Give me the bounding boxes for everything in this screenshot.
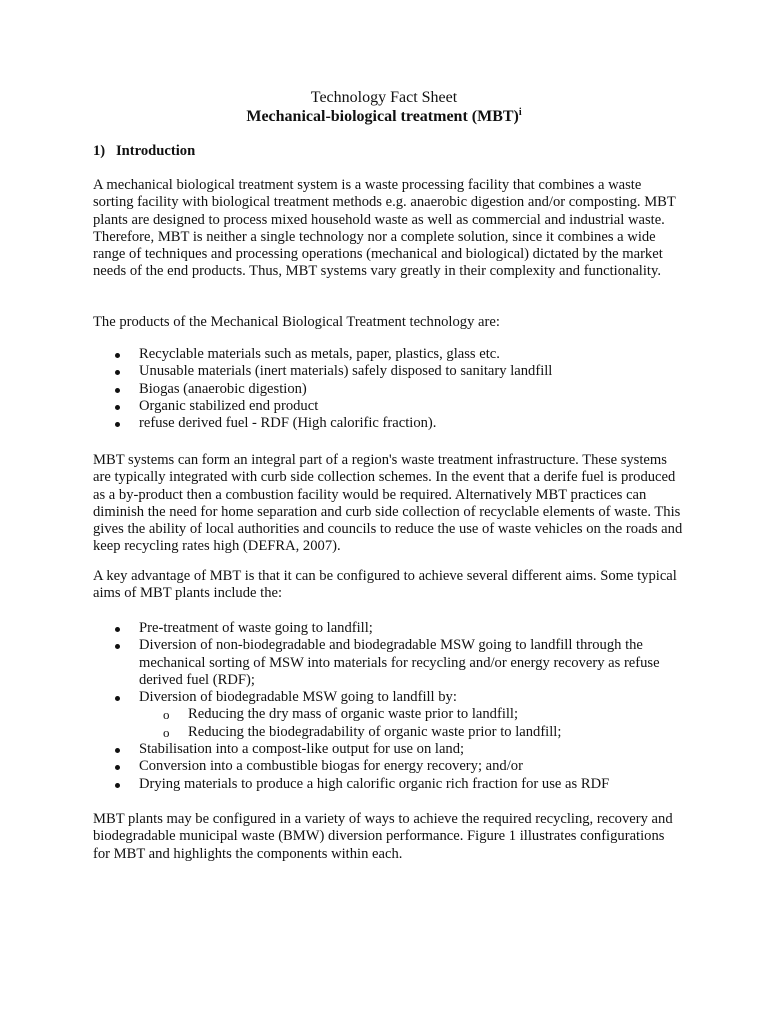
paragraph-aims-lead: A key advantage of MBT is that it can be configured to achieve several different aims. Some typical aims of MBT plants include the: bbox=[93, 568, 677, 602]
list-item-text: Diversion of biodegradable MSW going to landfill by: bbox=[139, 689, 457, 706]
list-item bbox=[93, 758, 693, 775]
paragraph-intro: A mechanical biological treatment system is a waste processing facility that combines a waste sorting facility with biological treatment methods e.g. anaerobic digestion and/or composting. MBT plants are designed to process mixed household waste as well as commercial and industrial waste. Therefore, MBT is neither a single technology nor a complete solution, since it combines a wide range of techniques and processing operations (mechanical and biological) dictated by the market needs of the end products. Thus, MBT systems vary greatly in their complexity and functionality. bbox=[93, 177, 676, 280]
bullet-icon bbox=[115, 353, 120, 358]
list-item bbox=[93, 381, 693, 398]
sub-list-item-text: Reducing the biodegradability of organic waste prior to landfill; bbox=[188, 723, 562, 740]
bullet-icon bbox=[115, 405, 120, 410]
list-item-text: refuse derived fuel - RDF (High calorific fraction). bbox=[139, 415, 437, 432]
circle-bullet-icon: o bbox=[163, 724, 170, 740]
list-item-text: Conversion into a combustible biogas for energy recovery; and/or bbox=[139, 758, 523, 775]
list-item-text: Organic stabilized end product bbox=[139, 397, 319, 414]
list-item bbox=[93, 620, 693, 637]
list-item bbox=[93, 776, 693, 793]
footnote-marker[interactable]: i bbox=[518, 107, 522, 118]
list-item bbox=[93, 689, 693, 741]
list-item-text: Stabilisation into a compost-like output for use on land; bbox=[139, 741, 465, 758]
document-supertitle: Technology Fact Sheet bbox=[310, 89, 458, 106]
section-heading-text: Introduction bbox=[116, 143, 196, 159]
list-item-text: Diversion of non-biodegradable and biodegradable MSW going to landfill through the mechanical sorting of MSW into materials for recycling and/or energy recovery as refuse derived fuel (RDF); bbox=[139, 637, 660, 688]
bullet-icon bbox=[115, 388, 120, 393]
list-item bbox=[93, 398, 693, 415]
paragraph-configuration: MBT plants may be configured in a variety of ways to achieve the required recycling, recovery and biodegradable municipal waste (BMW) diversion performance. Figure 1 illustrates configurations for MBT and highlights the components within each. bbox=[93, 811, 673, 862]
bullet-icon bbox=[115, 644, 120, 649]
aims-sublist bbox=[139, 706, 693, 741]
list-item-text: Unusable materials (inert materials) safely disposed to sanitary landfill bbox=[139, 363, 553, 380]
products-list bbox=[93, 346, 693, 432]
aims-list bbox=[93, 620, 693, 793]
list-item-text: Recyclable materials such as metals, paper, plastics, glass etc. bbox=[139, 346, 500, 362]
list-item-text: Pre-treatment of waste going to landfill; bbox=[139, 620, 373, 636]
section-heading-introduction bbox=[93, 143, 195, 160]
list-item bbox=[93, 363, 693, 380]
list-item bbox=[93, 415, 693, 432]
document-title bbox=[0, 107, 768, 126]
circle-bullet-icon: o bbox=[163, 707, 170, 723]
sub-list-item bbox=[139, 724, 693, 741]
bullet-icon bbox=[115, 370, 120, 375]
bullet-icon bbox=[115, 748, 120, 753]
list-item bbox=[93, 637, 693, 689]
section-number: 1) bbox=[93, 143, 106, 159]
document-title-text: Mechanical-biological treatment (MBT) bbox=[246, 108, 519, 125]
paragraph-products-lead: The products of the Mechanical Biological Treatment technology are: bbox=[93, 314, 500, 330]
bullet-icon bbox=[115, 783, 120, 788]
bullet-icon bbox=[115, 696, 120, 701]
sub-list-item-text: Reducing the dry mass of organic waste prior to landfill; bbox=[188, 706, 519, 723]
list-item-text: Drying materials to produce a high calorific organic rich fraction for use as RDF bbox=[139, 775, 610, 792]
list-item bbox=[93, 346, 693, 363]
bullet-icon bbox=[115, 627, 120, 632]
sub-list-item bbox=[139, 706, 693, 723]
list-item bbox=[93, 741, 693, 758]
list-item-text: Biogas (anaerobic digestion) bbox=[139, 380, 307, 397]
bullet-icon bbox=[115, 422, 120, 427]
bullet-icon bbox=[115, 765, 120, 770]
paragraph-infrastructure: MBT systems can form an integral part of a region's waste treatment infrastructure. These systems are typically integrated with curb side collection schemes. In the event that a derife fuel is produced as a by-product then a combustion facility would be required. Alternatively MBT practices can diminish the need for home separation and curb side collection of recyclable elements of waste. This gives the ability of local authorities and councils to reduce the use of waste vehicles on the roads and keep recycling rates high (DEFRA, 2007). bbox=[93, 452, 683, 555]
